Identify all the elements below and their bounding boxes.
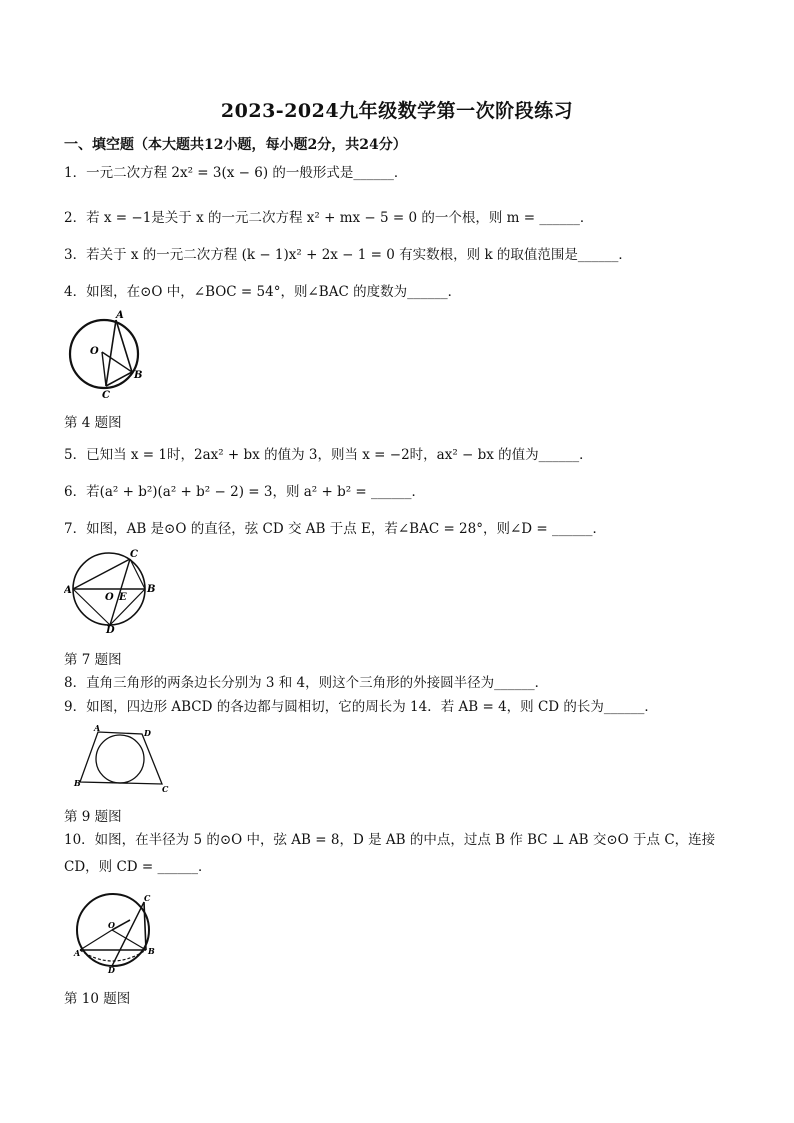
fig9-label-b: B [74, 778, 81, 788]
segment-cd [112, 902, 144, 966]
radius-oc [102, 352, 106, 386]
fig9-label-c: C [162, 784, 169, 794]
question-1: 1．一元二次方程 2x² = 3(x − 6) 的一般形式是______． [64, 165, 408, 181]
question-2: 2．若 x = −1是关于 x 的一元二次方程 x² + mx − 5 = 0 的一个根，则 m = ______． [64, 210, 594, 226]
caption-figure-10: 第 10 题图 [64, 991, 131, 1007]
section-heading: 一、填空题（本大题共12小题，每小题2分，共24分） [64, 137, 407, 153]
question-10-line-2: CD，则 CD = ______． [64, 859, 212, 875]
caption-figure-4: 第 4 题图 [64, 415, 122, 431]
chord-ac [73, 559, 130, 589]
fig10-label-d: D [108, 965, 115, 974]
fig9-label-a: A [94, 723, 101, 733]
question-10-line-1: 10．如图，在半径为 5 的⊙O 中，弦 AB = 8，D 是 AB 的中点，过点 B 作 BC ⊥ AB 交⊙O 于点 C，连接 [64, 832, 716, 848]
question-9: 9．如图，四边形 ABCD 的各边都与圆相切，它的周长为 14．若 AB = 4，则 CD 的长为______． [64, 699, 658, 715]
question-6: 6．若(a² + b²)(a² + b² − 2) = 3，则 a² + b² = ______． [64, 484, 426, 500]
inscribed-circle [96, 735, 144, 783]
figure-7-diagram [64, 546, 156, 634]
arc-adb [80, 950, 146, 961]
fig10-label-a: A [74, 948, 81, 958]
question-4: 4．如图，在⊙O 中，∠BOC = 54°，则∠BAC 的度数为______． [64, 284, 462, 300]
fig7-label-a: A [64, 585, 72, 596]
fig7-label-o: O [105, 592, 114, 603]
figure-4-diagram [64, 308, 154, 400]
fig7-label-d: D [106, 625, 115, 634]
question-8: 8．直角三角形的两条边长分别为 3 和 4，则这个三角形的外接圆半径为______． [64, 675, 549, 691]
fig10-label-o: O [108, 920, 115, 930]
caption-figure-7: 第 7 题图 [64, 652, 122, 668]
question-3: 3．若关于 x 的一元二次方程 (k − 1)x² + 2x − 1 = 0 有实数根，则 k 的取值范围是______． [64, 247, 632, 263]
radius-oa [80, 930, 112, 950]
fig4-label-o: O [90, 346, 99, 357]
question-7: 7．如图，AB 是⊙O 的直径，弦 CD 交 AB 于点 E，若∠BAC = 28°，则∠D = ______． [64, 521, 607, 537]
fig7-label-b: B [147, 584, 156, 595]
question-5: 5．已知当 x = 1时，2ax² + bx 的值为 3，则当 x = −2时，ax² − bx 的值为______． [64, 447, 593, 463]
chord-bc [130, 559, 145, 589]
fig4-label-c: C [102, 390, 110, 400]
fig10-label-b: B [148, 946, 155, 956]
quadrilateral-abcd [80, 732, 162, 784]
fig7-label-c: C [130, 549, 138, 560]
figure-9-diagram [70, 722, 170, 794]
fig4-label-a: A [116, 310, 124, 321]
segment-bc [144, 902, 146, 950]
fig9-label-d: D [144, 728, 151, 738]
figure-10-diagram [68, 892, 160, 974]
fig10-label-c: C [144, 893, 151, 903]
caption-figure-9: 第 9 题图 [64, 809, 122, 825]
page-title: 2023-2024九年级数学第一次阶段练习 [220, 100, 574, 122]
chord-ac [106, 320, 116, 386]
fig4-label-b: B [134, 370, 143, 381]
fig7-label-e: E [119, 592, 127, 603]
